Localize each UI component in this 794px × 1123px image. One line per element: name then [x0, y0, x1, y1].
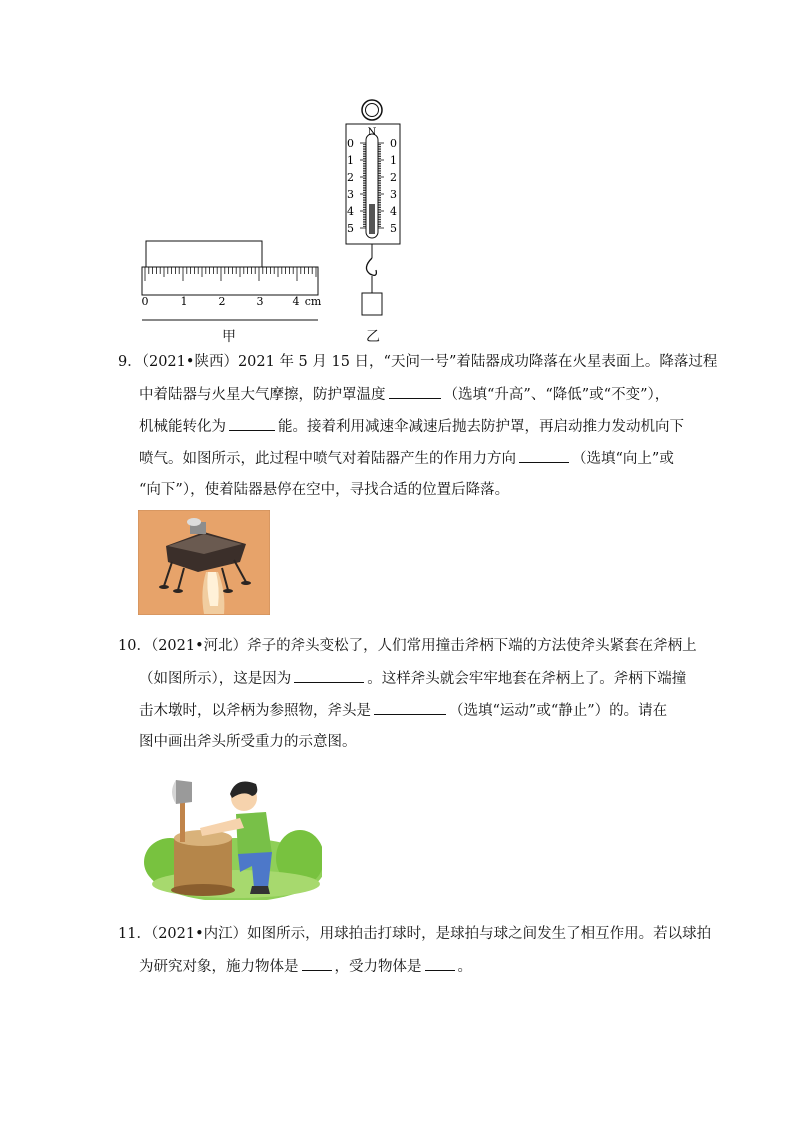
ruler-tick-4: 4 [292, 295, 300, 308]
ruler-unit: cm [304, 295, 322, 308]
scale-tick-label: 5 [347, 222, 354, 235]
scale-tick-label: 3 [347, 188, 354, 201]
answer-blank[interactable] [519, 448, 569, 463]
question-number: 11． [118, 926, 151, 942]
question-line: 机械能转化为 能。接着利用减速伞减速后抛去防护罩，再启动推力发动机向下 [139, 416, 684, 437]
ruler-tick-0: 0 [141, 295, 149, 308]
scale-tick-label: 0 [390, 137, 397, 150]
ruler-figure [138, 236, 328, 326]
spring-scale-figure [340, 96, 410, 328]
ruler-tick-3: 3 [256, 295, 264, 308]
scale-tick-label: 5 [390, 222, 397, 235]
question-line: 为研究对象，施力物体是 ，受力物体是 。 [139, 956, 472, 977]
ruler-tick-1: 1 [180, 295, 188, 308]
answer-blank[interactable] [294, 668, 364, 683]
answer-blank[interactable] [425, 956, 455, 971]
scale-tick-label: 1 [390, 154, 397, 167]
question-line: 9．（2021•陕西）2021 年 5 月 15 日，“天问一号”着陆器成功降落在火星表面上。降落过程 [118, 354, 718, 370]
question-number: 9． [118, 354, 142, 370]
scale-tick-label: 2 [347, 171, 354, 184]
scale-tick-label: 0 [347, 137, 354, 150]
axe-boy-image [140, 760, 322, 900]
scale-top-letter: N [367, 127, 377, 138]
question-line: 10．（2021•河北）斧子的斧头变松了，人们常用撞击斧柄下端的方法使斧头紧套在斧柄上 [118, 638, 697, 654]
question-line: 喷气。如图所示，此过程中喷气对着陆器产生的作用力方向 （选填“向上”或 [139, 448, 674, 469]
scale-tick-label: 4 [390, 205, 397, 218]
question-line: “向下”），使着陆器悬停在空中，寻找合适的位置后降落。 [139, 482, 510, 498]
question-line: 击木墩时，以斧柄为参照物，斧头是 （选填“运动”或“静止”）的。请在 [139, 700, 667, 721]
figure-label-jia: 甲 [222, 329, 236, 345]
question-line: 11．（2021•内江）如图所示，用球拍击打球时，是球拍与球之间发生了相互作用。若以球拍 [118, 926, 712, 942]
question-line: （如图所示），这是因为 。这样斧头就会牢牢地套在斧柄上了。斧柄下端撞 [139, 668, 686, 689]
question-line: 中着陆器与火星大气摩擦，防护罩温度 （选填“升高”、“降低”或“不变”）， [139, 384, 669, 405]
question-line: 图中画出斧头所受重力的示意图。 [139, 734, 357, 750]
answer-blank[interactable] [374, 700, 446, 715]
scale-tick-label: 2 [390, 171, 397, 184]
ruler-tick-2: 2 [218, 295, 226, 308]
question-number: 10． [118, 638, 151, 654]
answer-blank[interactable] [302, 956, 332, 971]
figure-label-yi: 乙 [366, 329, 380, 345]
scale-tick-label: 3 [390, 188, 397, 201]
answer-blank[interactable] [229, 416, 275, 431]
lander-image [138, 510, 270, 615]
scale-tick-label: 4 [347, 205, 354, 218]
answer-blank[interactable] [389, 384, 441, 399]
scale-tick-label: 1 [347, 154, 354, 167]
